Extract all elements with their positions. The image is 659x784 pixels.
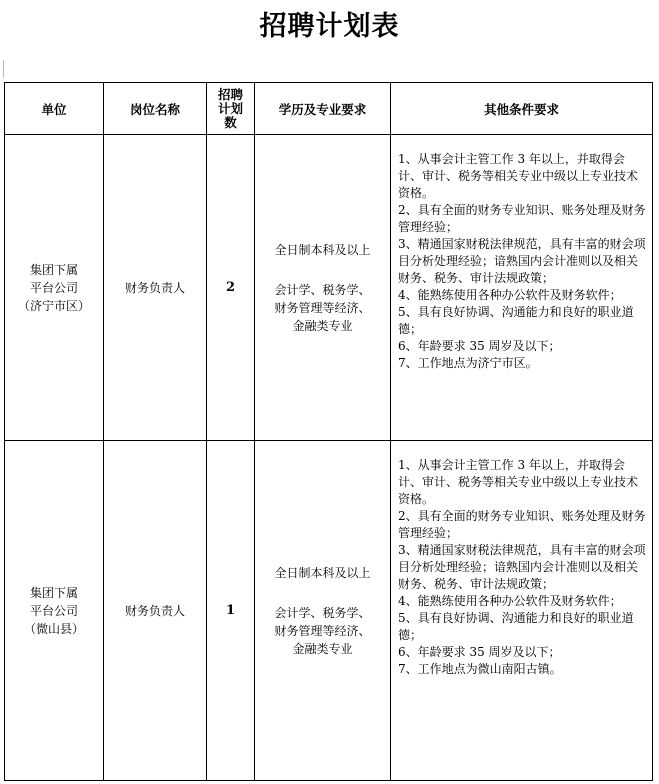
education-major-line: 财务管理等经济、 bbox=[274, 623, 371, 638]
cell-unit bbox=[5, 441, 104, 781]
table-header-row bbox=[5, 83, 653, 135]
recruitment-plan-table bbox=[4, 82, 653, 781]
condition-item: 3、精通国家财税法律规范，具有丰富的财会项目分析处理经验；谙熟国内会计准则以及相关财务、税务、审计法规政策； bbox=[398, 237, 646, 285]
education-major-line: 财务管理等经济、 bbox=[274, 300, 371, 315]
condition-item: 3、精通国家财税法律规范，具有丰富的财会项目分析处理经验；谙熟国内会计准则以及相关财务、税务、审计法规政策； bbox=[398, 543, 646, 591]
condition-item: 4、能熟练使用各种办公软件及财务软件； bbox=[398, 594, 622, 608]
cell-position: 财务负责人 bbox=[104, 441, 207, 781]
cell-plan-count: 1 bbox=[207, 441, 255, 781]
cell-unit bbox=[5, 135, 104, 441]
condition-item: 7、工作地点为微山南阳古镇。 bbox=[398, 662, 562, 676]
cell-education bbox=[255, 441, 391, 781]
header-conditions: 其他条件要求 bbox=[391, 83, 653, 135]
page-title: 招聘计划表 bbox=[259, 11, 400, 42]
condition-item: 6、年龄要求 35 周岁及以下； bbox=[398, 645, 561, 659]
unit-line: 集团下属 bbox=[29, 585, 78, 600]
cell-education bbox=[255, 135, 391, 441]
header-plan-count bbox=[207, 83, 255, 135]
unit-line: （微山县） bbox=[23, 621, 84, 636]
table-row bbox=[5, 135, 653, 441]
condition-item: 6、年龄要求 35 周岁及以下； bbox=[398, 339, 561, 353]
education-major-line: 金融类专业 bbox=[292, 318, 353, 333]
unit-line: （济宁市区） bbox=[17, 298, 90, 313]
cell-plan-count: 2 bbox=[207, 135, 255, 441]
header-plan-line: 招聘 bbox=[217, 86, 243, 102]
education-major-line: 金融类专业 bbox=[292, 641, 353, 656]
cell-conditions bbox=[391, 441, 653, 781]
header-position: 岗位名称 bbox=[104, 83, 207, 135]
condition-item: 4、能熟练使用各种办公软件及财务软件； bbox=[398, 288, 622, 302]
unit-line: 集团下属 bbox=[29, 262, 78, 277]
header-plan-line: 数 bbox=[224, 114, 237, 130]
cell-conditions bbox=[391, 135, 653, 441]
education-major-line: 会计学、税务学、 bbox=[274, 282, 371, 297]
condition-item: 7、工作地点为济宁市区。 bbox=[398, 356, 538, 370]
unit-line: 平台公司 bbox=[29, 280, 78, 295]
education-degree: 全日制本科及以上 bbox=[274, 242, 371, 257]
header-plan-line: 计划 bbox=[217, 100, 243, 116]
condition-item: 5、具有良好协调、沟通能力和良好的职业道德； bbox=[398, 305, 634, 336]
header-education: 学历及专业要求 bbox=[255, 83, 391, 135]
education-major-line: 会计学、税务学、 bbox=[274, 605, 371, 620]
condition-item: 1、从事会计主管工作 3 年以上，并取得会计、审计、税务等相关专业中级以上专业技术资格。 bbox=[398, 152, 639, 200]
condition-item: 1、从事会计主管工作 3 年以上，并取得会计、审计、税务等相关专业中级以上专业技术资格。 bbox=[398, 458, 639, 506]
header-unit: 单位 bbox=[5, 83, 104, 135]
condition-item: 2、具有全面的财务专业知识、账务处理及财务管理经验； bbox=[398, 509, 646, 540]
table-row bbox=[5, 441, 653, 781]
cell-position: 财务负责人 bbox=[104, 135, 207, 441]
education-degree: 全日制本科及以上 bbox=[274, 565, 371, 580]
condition-item: 2、具有全面的财务专业知识、账务处理及财务管理经验； bbox=[398, 203, 646, 234]
condition-item: 5、具有良好协调、沟通能力和良好的职业道德； bbox=[398, 611, 634, 642]
page-edge-marker bbox=[0, 60, 4, 78]
unit-line: 平台公司 bbox=[29, 603, 78, 618]
